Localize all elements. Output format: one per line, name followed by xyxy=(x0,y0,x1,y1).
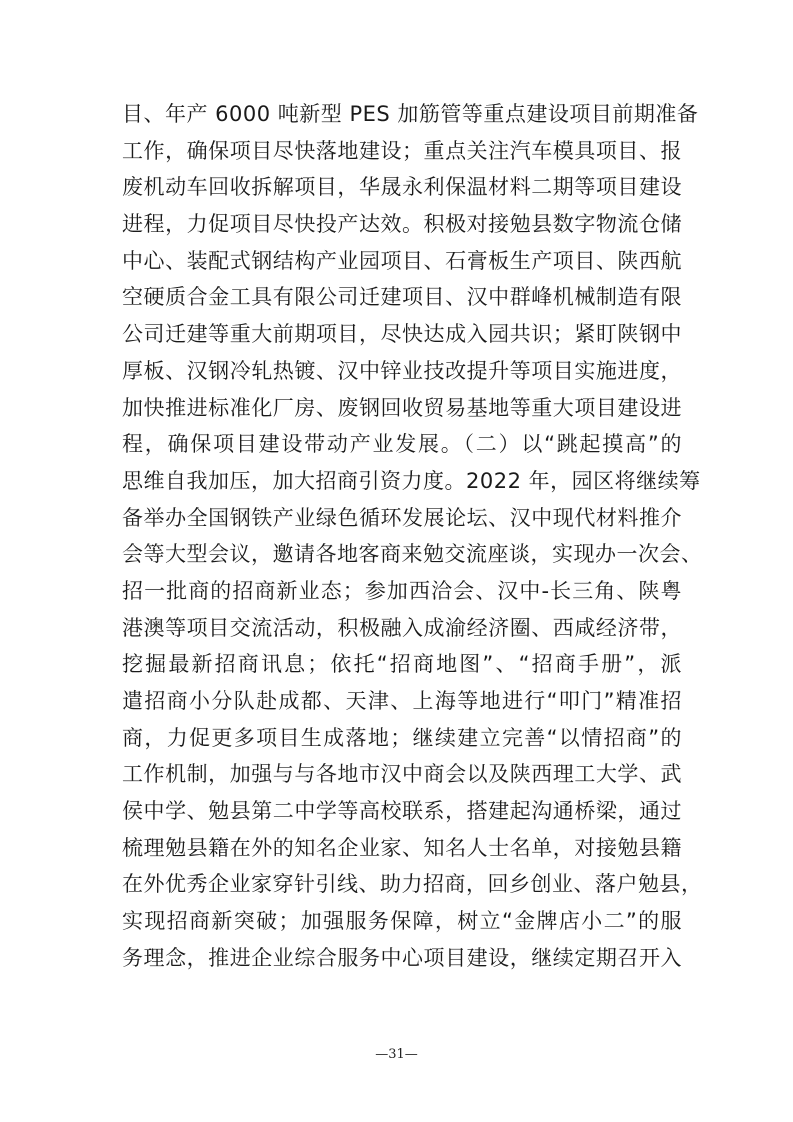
text-line: 目、年产 6000 吨新型 PES 加筋管等重点建设项目前期准备 xyxy=(122,102,699,126)
text-line: 公司迁建等重大前期项目，尽快达成入园共识；紧盯陕钢中 xyxy=(122,322,682,347)
text-line: 商，力促更多项目生成落地；继续建立完善“以情招商”的 xyxy=(122,725,682,750)
text-line: 备举办全国钢铁产业绿色循环发展论坛、汉中现代材料推介 xyxy=(122,505,682,530)
text-line: 工作，确保项目尽快落地建设；重点关注汽车模具项目、报 xyxy=(122,138,682,163)
text-line: 厚板、汉钢冷轧热镀、汉中锌业技改提升等项目实施进度， xyxy=(122,358,682,383)
text-line: 工作机制，加强与与各地市汉中商会以及陕西理工大学、武 xyxy=(122,762,682,787)
page-number: —31— xyxy=(375,1047,418,1062)
text-line: 侯中学、勉县第二中学等高校联系，搭建起沟通桥梁，通过 xyxy=(122,799,682,824)
text-line: 招一批商的招商新业态；参加西洽会、汉中-长三角、陕粤 xyxy=(122,578,682,603)
text-line: 务理念，推进企业综合服务中心项目建设，继续定期召开入 xyxy=(122,945,682,970)
text-line: 进程，力促项目尽快投产达效。积极对接勉县数字物流仓储 xyxy=(122,212,682,237)
text-line: 实现招商新突破；加强服务保障，树立“金牌店小二”的服 xyxy=(122,909,682,934)
text-line: 废机动车回收拆解项目，华晟永利保温材料二期等项目建设 xyxy=(122,175,682,200)
text-line: 思维自我加压，加大招商引资力度。2022 年，园区将继续筹 xyxy=(122,468,701,493)
text-line: 中心、装配式钢结构产业园项目、石膏板生产项目、陕西航 xyxy=(122,248,682,273)
text-line: 港澳等项目交流活动，积极融入成渝经济圈、西咸经济带， xyxy=(122,615,682,640)
text-line: 在外优秀企业家穿针引线、助力招商，回乡创业、落户勉县， xyxy=(122,872,703,897)
text-line: 程，确保项目建设带动产业发展。（二）以“跳起摸高”的 xyxy=(122,432,682,457)
text-line: 会等大型会议，邀请各地客商来勉交流座谈，实现办一次会、 xyxy=(122,542,703,567)
body-text xyxy=(122,96,703,977)
text-line: 遣招商小分队赴成都、天津、上海等地进行“叩门”精准招 xyxy=(122,689,682,713)
text-line: 挖掘最新招商讯息；依托“招商地图”、“招商手册”，派 xyxy=(122,652,682,677)
text-line: 梳理勉县籍在外的知名企业家、知名人士名单，对接勉县籍 xyxy=(122,835,682,860)
text-line: 加快推进标准化厂房、废钢回收贸易基地等重大项目建设进 xyxy=(122,395,682,420)
text-line: 空硬质合金工具有限公司迁建项目、汉中群峰机械制造有限 xyxy=(122,285,682,310)
